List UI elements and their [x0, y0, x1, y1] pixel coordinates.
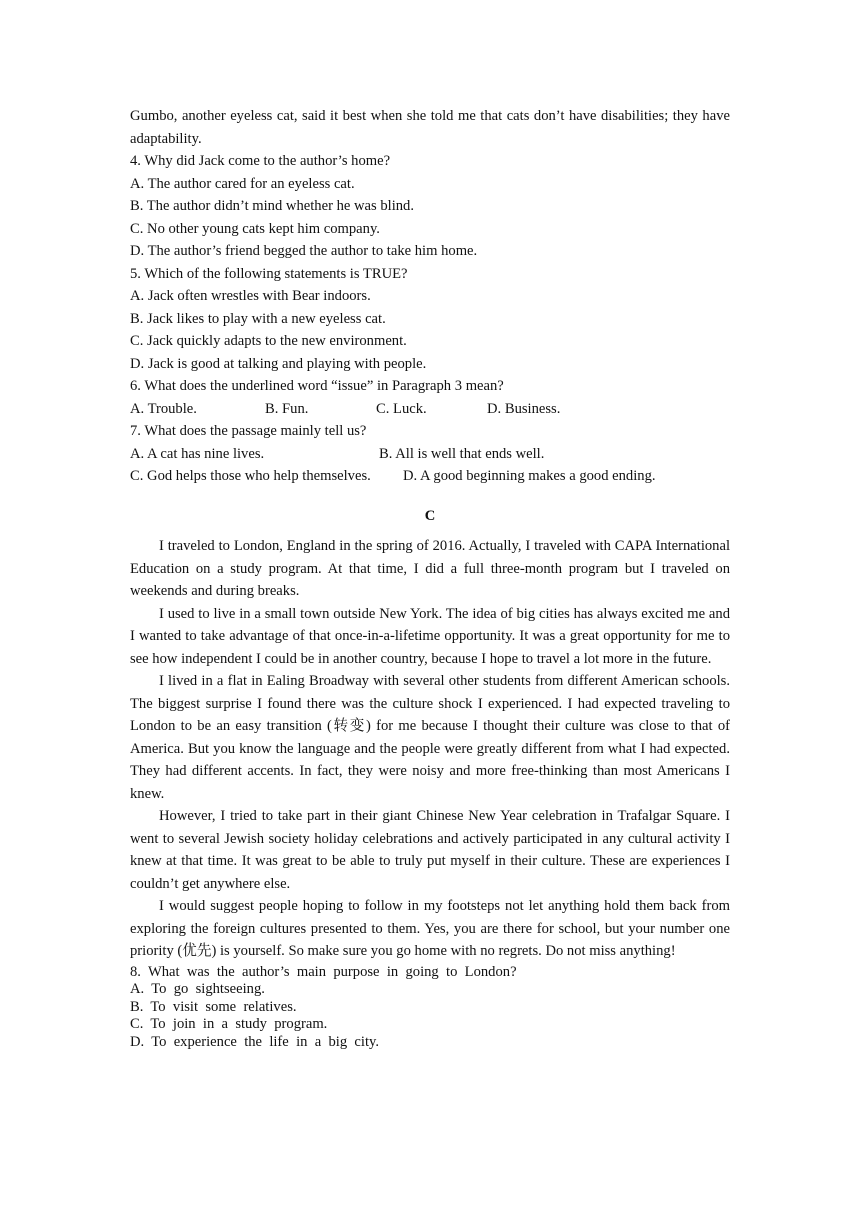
- question-6: [130, 375, 730, 420]
- question-8-option-a: A. To go sightseeing.: [130, 981, 265, 997]
- question-7-options-row-2: [130, 465, 730, 488]
- passage-paragraph-3: I lived in a flat in Ealing Broadway with several other students from different American schools. The biggest surprise I found there was the culture shock I experienced. I had expected traveling to London to be an easy transition (转变) for me because I thought their culture was close to that of America. But you know the language and the people were greatly different from what I had expected. They had different accents. In fact, they were noisy and more free-thinking than most Americans I knew.: [130, 673, 730, 802]
- question-6-option-c: C. Luck.: [376, 400, 427, 417]
- passage-paragraph-2: I used to live in a small town outside New York. The idea of big cities has always excited me and I wanted to take advantage of that once-in-a-lifetime opportunity. It was a great opportunity for me to see how independent I could be in another country, because I hope to travel a lot more in the future.: [130, 605, 730, 667]
- question-8-option-b: B. To visit some relatives.: [130, 998, 297, 1015]
- question-7-option-a: A. A cat has nine lives.: [130, 445, 265, 462]
- question-6-option-b: B. Fun.: [265, 400, 309, 417]
- question-8-stem: 8. What was the author’s main purpose in going to London?: [130, 963, 517, 980]
- question-6-options: [130, 398, 730, 421]
- section-c-title: C: [424, 507, 436, 524]
- question-7-stem: 7. What does the passage mainly tell us?: [130, 423, 367, 439]
- question-4-stem: 4. Why did Jack come to the author’s home?: [130, 153, 391, 169]
- passage-paragraph-4: However, I tried to take part in their giant Chinese New Year celebration in Trafalgar Square. I went to several Jewish society holiday celebrations and actively participated in any cultural activity I knew at that time. It was great to be able to truly put myself in their culture. These are experiences I couldn’t get anywhere else.: [130, 808, 730, 892]
- question-4-option-c: C. No other young cats kept him company.: [130, 220, 380, 237]
- question-7-option-d: D. A good beginning makes a good ending.: [403, 468, 656, 484]
- question-8-option-c: C. To join in a study program.: [130, 1016, 328, 1032]
- intro-paragraph: Gumbo, another eyeless cat, said it best when she told me that cats don’t have disabilities; they have adaptability.: [130, 108, 730, 147]
- question-5-option-a: A. Jack often wrestles with Bear indoors.: [130, 288, 371, 304]
- question-7: [130, 420, 730, 488]
- question-5-option-b: B. Jack likes to play with a new eyeless cat.: [130, 310, 386, 327]
- passage-paragraph-1: I traveled to London, England in the spring of 2016. Actually, I traveled with CAPA International Education on a study program. At that time, I did a full three-month program but I traveled on weekends and during breaks.: [130, 538, 730, 599]
- section-c-passage: [130, 535, 730, 963]
- passage-paragraph-5: I would suggest people hoping to follow in my footsteps not let anything hold them back from exploring the foreign cultures presented to them. Yes, you are there for school, but your number one priority (优先) is yourself. So make sure you go home with no regrets. Do not miss anything!: [130, 898, 730, 959]
- question-7-option-c: C. God helps those who help themselves.: [130, 468, 371, 484]
- question-4: [130, 150, 730, 263]
- question-5-option-c: C. Jack quickly adapts to the new environment.: [130, 333, 407, 349]
- question-8: [130, 964, 730, 1052]
- question-5-stem: 5. Which of the following statements is TRUE?: [130, 265, 408, 282]
- question-5-option-d: D. Jack is good at talking and playing with people.: [130, 355, 427, 372]
- question-4-option-b: B. The author didn’t mind whether he was blind.: [130, 198, 414, 214]
- question-7-option-b: B. All is well that ends well.: [379, 445, 545, 462]
- question-5: [130, 263, 730, 376]
- question-4-option-a: A. The author cared for an eyeless cat.: [130, 175, 355, 192]
- question-6-option-d: D. Business.: [487, 400, 561, 417]
- question-8-option-d: D. To experience the life in a big city.: [130, 1033, 380, 1050]
- question-6-option-a: A. Trouble.: [130, 400, 197, 417]
- question-7-options-row-1: [130, 443, 730, 466]
- question-6-stem: 6. What does the underlined word “issue” in Paragraph 3 mean?: [130, 378, 504, 394]
- document-page: [130, 105, 730, 1051]
- question-4-option-d: D. The author’s friend begged the author to take him home.: [130, 243, 478, 259]
